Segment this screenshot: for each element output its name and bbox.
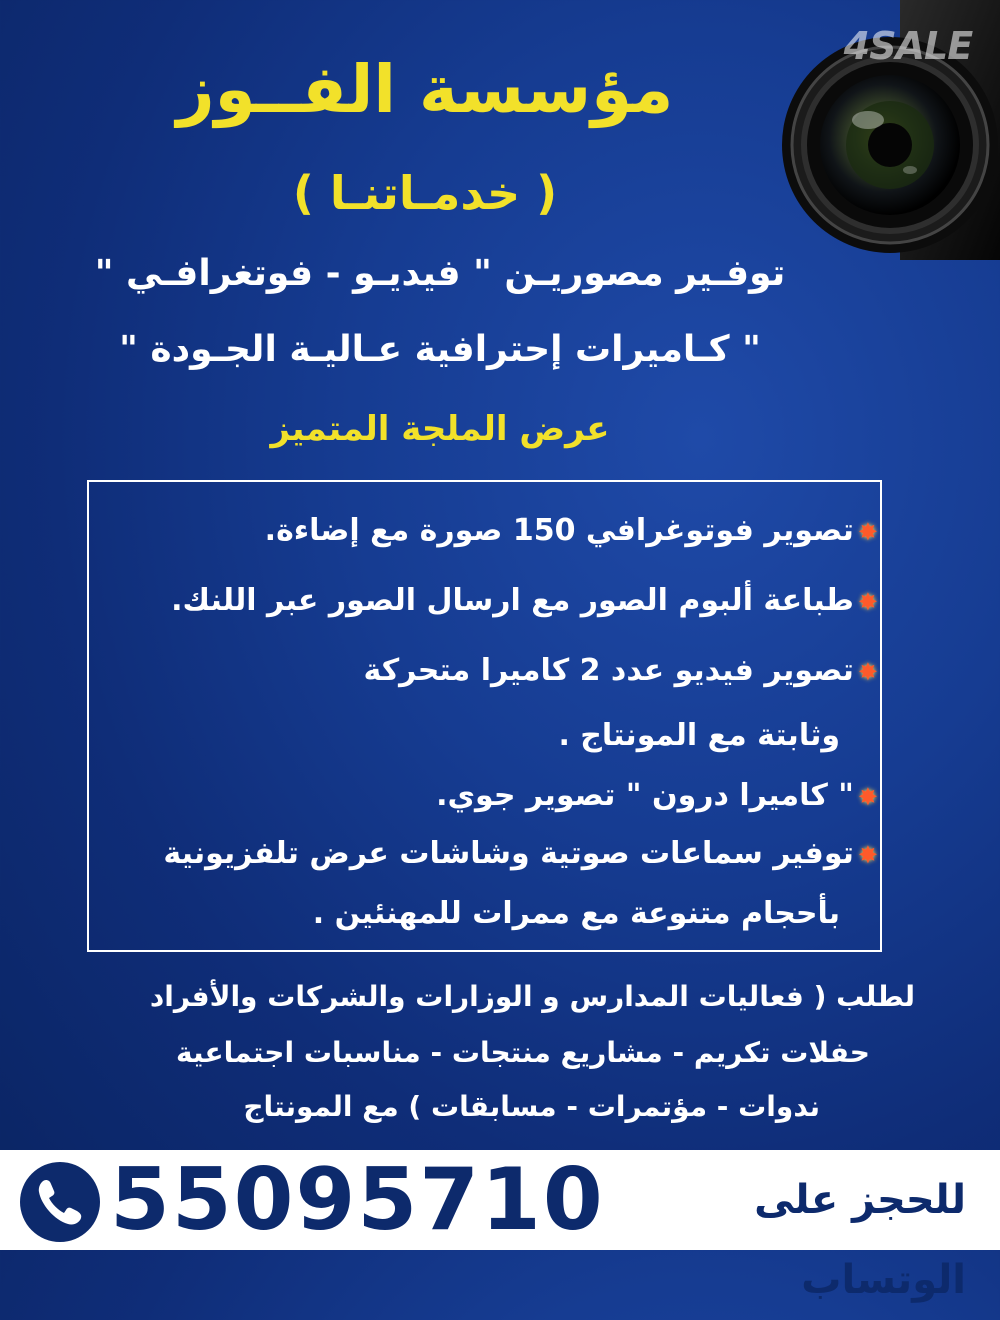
offer-heading: عرض الملجة المتميز — [270, 409, 610, 449]
service-item — [98, 575, 878, 628]
sparkle-star-icon: ✸ — [857, 782, 878, 811]
service-item-continuation — [60, 710, 840, 762]
sparkle-star-icon: ✸ — [857, 657, 878, 686]
service-item — [98, 645, 878, 698]
service-text: توفير سماعات صوتية وشاشات عرض تلفزيونية — [163, 836, 854, 871]
service-text: طباعة ألبوم الصور مع ارسال الصور عبر اللنك. — [171, 583, 854, 618]
sparkle-star-icon: ✸ — [857, 840, 878, 869]
intro-line-photographers: توفـير مصوريـن " فيديـو - فوتغرافـي " — [94, 253, 786, 294]
whatsapp-booking-label: للحجز على الوتساب — [754, 1177, 966, 1303]
request-line: ندوات - مؤتمرات - مسابقات ) مع المونتاج — [243, 1090, 820, 1123]
service-text: بأحجام متنوعة مع ممرات للمهنئين . — [312, 896, 840, 931]
intro-line-cameras: " كـاميرات إحترافية عـاليـة الجـودة " — [119, 329, 761, 370]
phone-number[interactable]: 55095710 — [110, 1150, 605, 1250]
sparkle-star-icon: ✸ — [857, 517, 878, 546]
request-line: لطلب ( فعاليات المدارس و الوزارات والشركات والأفراد — [149, 980, 915, 1013]
service-text: تصوير فيديو عدد 2 كاميرا متحركة — [363, 653, 854, 688]
service-item — [98, 828, 878, 881]
4sale-watermark: 4SALE — [843, 24, 973, 68]
service-text: " كاميرا درون " تصوير جوي. — [436, 778, 854, 813]
company-title: مؤسسة الفــوز — [176, 51, 674, 128]
service-text: تصوير فوتوغرافي 150 صورة مع إضاءة. — [264, 513, 854, 548]
service-item-continuation — [60, 888, 840, 940]
services-subtitle: ( خدمـاتنـا ) — [292, 166, 558, 220]
service-text: وثابتة مع المونتاج . — [558, 718, 840, 753]
service-item — [98, 505, 878, 558]
phone-icon[interactable] — [18, 1160, 102, 1244]
sparkle-star-icon: ✸ — [857, 587, 878, 616]
request-line: حفلات تكريم - مشاريع منتجات - مناسبات اجتماعية — [176, 1036, 870, 1069]
service-item — [98, 770, 878, 823]
